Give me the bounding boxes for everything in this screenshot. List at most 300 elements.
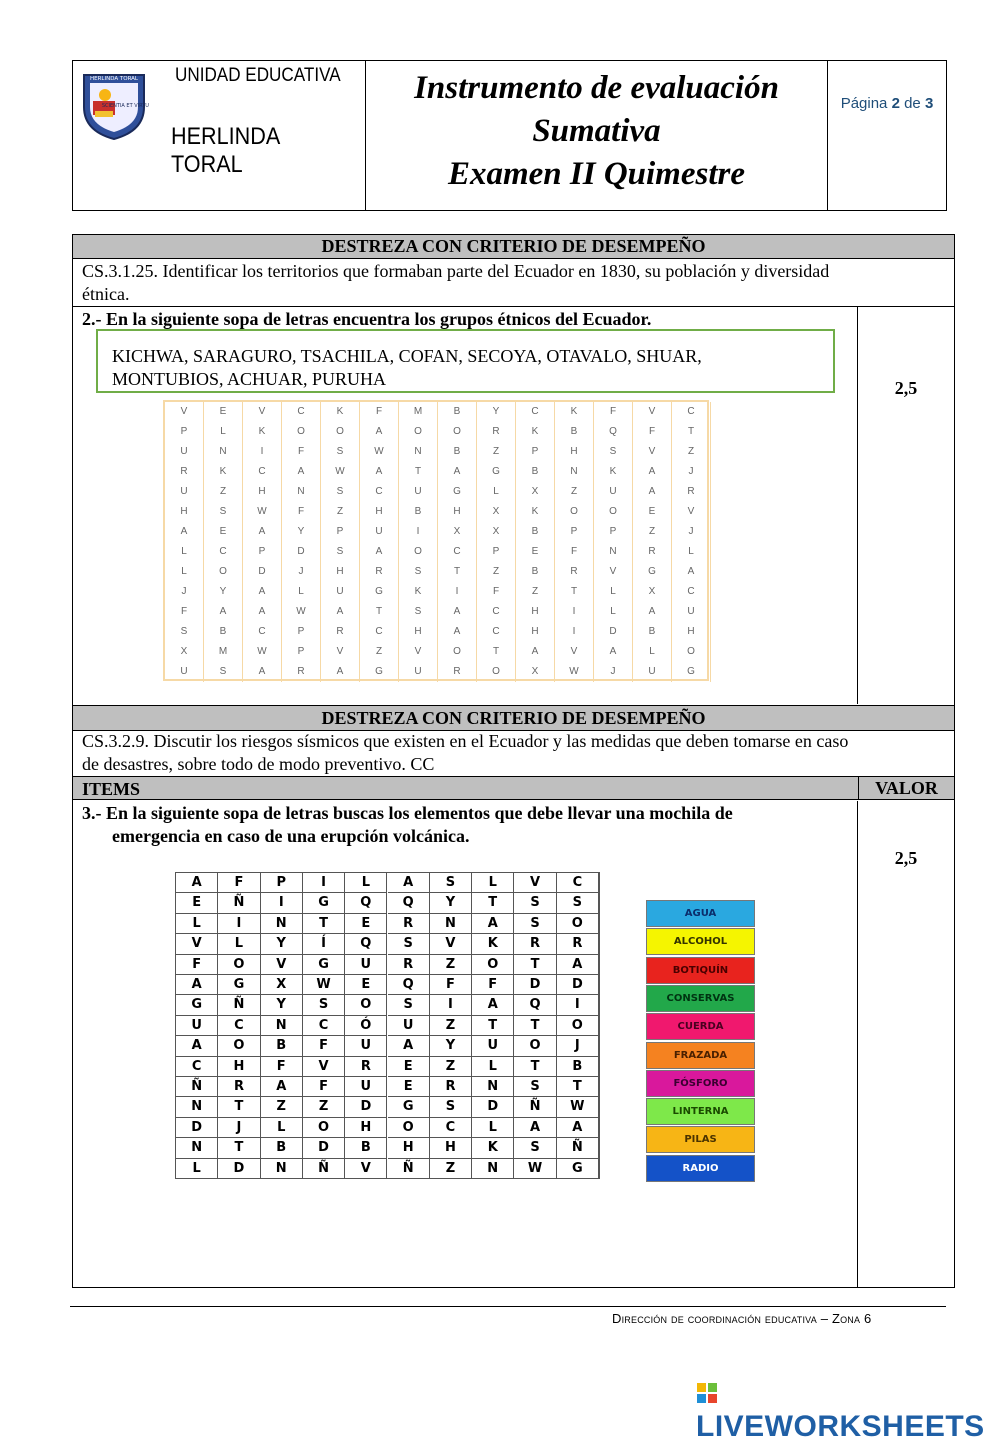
emergency-grid-cell[interactable]: Z	[430, 1057, 472, 1077]
emergency-grid-cell[interactable]: U	[388, 1016, 430, 1036]
emergency-grid-cell[interactable]: L	[472, 873, 514, 893]
emergency-grid-cell[interactable]: Z	[430, 1016, 472, 1036]
emergency-grid-cell[interactable]: A	[557, 1118, 599, 1138]
emergency-grid-cell[interactable]: A	[176, 1036, 218, 1056]
emergency-grid-cell[interactable]: G	[176, 995, 218, 1015]
ethnic-grid-cell[interactable]: L	[633, 642, 672, 662]
emergency-grid-cell[interactable]: V	[261, 955, 303, 975]
emergency-grid-cell[interactable]: K	[472, 934, 514, 954]
ethnic-grid-cell[interactable]: K	[516, 502, 555, 522]
ethnic-grid-cell[interactable]: A	[438, 462, 477, 482]
emergency-grid-cell[interactable]: Q	[388, 975, 430, 995]
ethnic-grid-cell[interactable]: T	[399, 462, 438, 482]
ethnic-grid-cell[interactable]: D	[282, 542, 321, 562]
ethnic-grid-cell[interactable]: C	[360, 482, 399, 502]
ethnic-grid-cell[interactable]: W	[321, 462, 360, 482]
ethnic-grid-cell[interactable]: T	[555, 582, 594, 602]
ethnic-grid-cell[interactable]: A	[594, 642, 633, 662]
emergency-grid-cell[interactable]: F	[303, 1077, 345, 1097]
ethnic-grid-cell[interactable]: Z	[555, 482, 594, 502]
emergency-grid-cell[interactable]: O	[557, 1016, 599, 1036]
ethnic-grid-cell[interactable]: V	[555, 642, 594, 662]
ethnic-grid-cell[interactable]: T	[360, 602, 399, 622]
emergency-grid-cell[interactable]: I	[430, 995, 472, 1015]
emergency-grid-cell[interactable]: O	[345, 995, 387, 1015]
emergency-grid-cell[interactable]: I	[303, 873, 345, 893]
ethnic-grid-cell[interactable]: U	[633, 662, 672, 682]
ethnic-grid-cell[interactable]: R	[165, 462, 204, 482]
emergency-grid-cell[interactable]: Z	[430, 1159, 472, 1179]
emergency-grid-cell[interactable]: U	[345, 1036, 387, 1056]
emergency-grid-cell[interactable]: Y	[430, 893, 472, 913]
ethnic-grid-cell[interactable]: U	[165, 482, 204, 502]
ethnic-grid-cell[interactable]: A	[672, 562, 711, 582]
emergency-grid-cell[interactable]: E	[388, 1057, 430, 1077]
ethnic-grid-cell[interactable]: X	[165, 642, 204, 662]
emergency-grid-cell[interactable]: F	[303, 1036, 345, 1056]
emergency-grid-cell[interactable]: S	[388, 995, 430, 1015]
emergency-grid-cell[interactable]: N	[176, 1097, 218, 1117]
ethnic-grid-cell[interactable]: F	[282, 502, 321, 522]
ethnic-grid-cell[interactable]: P	[165, 422, 204, 442]
ethnic-grid-cell[interactable]: S	[399, 562, 438, 582]
emergency-grid-cell[interactable]: T	[218, 1097, 260, 1117]
emergency-grid-cell[interactable]: T	[472, 1016, 514, 1036]
ethnic-grid-cell[interactable]: Z	[672, 442, 711, 462]
emergency-grid-cell[interactable]: E	[176, 893, 218, 913]
ethnic-grid-cell[interactable]: P	[477, 542, 516, 562]
emergency-grid-cell[interactable]: U	[345, 1077, 387, 1097]
emergency-grid-cell[interactable]: D	[176, 1118, 218, 1138]
ethnic-grid-cell[interactable]: L	[204, 422, 243, 442]
emergency-grid-cell[interactable]: T	[514, 1057, 556, 1077]
emergency-grid-cell[interactable]: T	[303, 914, 345, 934]
ethnic-grid-cell[interactable]: A	[438, 602, 477, 622]
emergency-grid-cell[interactable]: O	[218, 1036, 260, 1056]
ethnic-grid-cell[interactable]: J	[282, 562, 321, 582]
ethnic-grid-cell[interactable]: G	[633, 562, 672, 582]
emergency-grid-cell[interactable]: W	[557, 1097, 599, 1117]
emergency-grid-cell[interactable]: D	[218, 1159, 260, 1179]
ethnic-grid-cell[interactable]: A	[438, 622, 477, 642]
ethnic-grid-cell[interactable]: O	[477, 662, 516, 682]
ethnic-grid-cell[interactable]: F	[555, 542, 594, 562]
emergency-grid-cell[interactable]: G	[557, 1159, 599, 1179]
emergency-grid-cell[interactable]: Q	[345, 934, 387, 954]
emergency-grid-cell[interactable]: Y	[261, 995, 303, 1015]
ethnic-grid-cell[interactable]: H	[360, 502, 399, 522]
emergency-grid-cell[interactable]: A	[388, 873, 430, 893]
emergency-grid-cell[interactable]: Q	[388, 893, 430, 913]
ethnic-grid-cell[interactable]: C	[477, 602, 516, 622]
emergency-grid-cell[interactable]: L	[472, 1118, 514, 1138]
emergency-grid-cell[interactable]: L	[345, 873, 387, 893]
ethnic-grid-cell[interactable]: P	[282, 622, 321, 642]
ethnic-grid-cell[interactable]: F	[165, 602, 204, 622]
emergency-grid-cell[interactable]: F	[261, 1057, 303, 1077]
ethnic-grid-cell[interactable]: S	[399, 602, 438, 622]
ethnic-grid-cell[interactable]: B	[399, 502, 438, 522]
ethnic-grid-cell[interactable]: E	[516, 542, 555, 562]
ethnic-grid-cell[interactable]: S	[204, 662, 243, 682]
emergency-grid-cell[interactable]: Ó	[345, 1016, 387, 1036]
ethnic-grid-cell[interactable]: L	[282, 582, 321, 602]
emergency-grid-cell[interactable]: Q	[514, 995, 556, 1015]
emergency-grid-cell[interactable]: H	[430, 1138, 472, 1158]
emergency-grid-cell[interactable]: T	[557, 1077, 599, 1097]
emergency-grid-cell[interactable]: Y	[430, 1036, 472, 1056]
ethnic-grid-cell[interactable]: R	[555, 562, 594, 582]
emergency-grid-cell[interactable]: A	[472, 914, 514, 934]
emergency-grid-cell[interactable]: S	[388, 934, 430, 954]
emergency-grid-cell[interactable]: E	[345, 914, 387, 934]
ethnic-grid-cell[interactable]: A	[243, 522, 282, 542]
ethnic-grid-cell[interactable]: R	[438, 662, 477, 682]
ethnic-grid-cell[interactable]: I	[555, 622, 594, 642]
emergency-grid-cell[interactable]: D	[472, 1097, 514, 1117]
ethnic-grid-cell[interactable]: P	[555, 522, 594, 542]
ethnic-grid-cell[interactable]: K	[204, 462, 243, 482]
emergency-grid-cell[interactable]: N	[261, 914, 303, 934]
ethnic-grid-cell[interactable]: E	[633, 502, 672, 522]
ethnic-grid-cell[interactable]: K	[321, 402, 360, 422]
emergency-grid-cell[interactable]: S	[430, 873, 472, 893]
emergency-grid-cell[interactable]: P	[261, 873, 303, 893]
ethnic-grid-cell[interactable]: M	[204, 642, 243, 662]
ethnic-grid-cell[interactable]: I	[555, 602, 594, 622]
ethnic-grid-cell[interactable]: H	[672, 622, 711, 642]
emergency-grid-cell[interactable]: Ñ	[388, 1159, 430, 1179]
emergency-grid-cell[interactable]: N	[472, 1159, 514, 1179]
ethnic-grid-cell[interactable]: K	[555, 402, 594, 422]
ethnic-grid-cell[interactable]: C	[243, 622, 282, 642]
emergency-grid-cell[interactable]: V	[345, 1159, 387, 1179]
emergency-grid-cell[interactable]: A	[176, 873, 218, 893]
emergency-grid-cell[interactable]: U	[345, 955, 387, 975]
emergency-grid-cell[interactable]: T	[514, 1016, 556, 1036]
ethnic-grid-cell[interactable]: K	[399, 582, 438, 602]
ethnic-grid-cell[interactable]: A	[282, 462, 321, 482]
ethnic-grid-cell[interactable]: Y	[204, 582, 243, 602]
ethnic-grid-cell[interactable]: C	[204, 542, 243, 562]
ethnic-grid-cell[interactable]: N	[282, 482, 321, 502]
emergency-grid-cell[interactable]: N	[261, 1159, 303, 1179]
emergency-grid-cell[interactable]: G	[388, 1097, 430, 1117]
ethnic-grid-cell[interactable]: T	[438, 562, 477, 582]
ethnic-grid-cell[interactable]: O	[438, 642, 477, 662]
ethnic-grid-cell[interactable]: B	[516, 562, 555, 582]
emergency-grid-cell[interactable]: R	[388, 955, 430, 975]
ethnic-grid-cell[interactable]: F	[282, 442, 321, 462]
ethnic-grid-cell[interactable]: S	[204, 502, 243, 522]
emergency-grid-cell[interactable]: Ñ	[303, 1159, 345, 1179]
ethnic-grid-cell[interactable]: H	[516, 602, 555, 622]
ethnic-grid-cell[interactable]: A	[321, 662, 360, 682]
ethnic-grid-cell[interactable]: O	[594, 502, 633, 522]
ethnic-grid-cell[interactable]: C	[516, 402, 555, 422]
ethnic-grid-cell[interactable]: G	[672, 662, 711, 682]
ethnic-grid-cell[interactable]: Y	[282, 522, 321, 542]
ethnic-grid-cell[interactable]: F	[477, 582, 516, 602]
ethnic-grid-cell[interactable]: W	[282, 602, 321, 622]
ethnic-grid-cell[interactable]: E	[204, 522, 243, 542]
emergency-grid-cell[interactable]: B	[261, 1138, 303, 1158]
emergency-grid-cell[interactable]: S	[303, 995, 345, 1015]
emergency-grid-cell[interactable]: G	[218, 975, 260, 995]
ethnic-grid-cell[interactable]: C	[282, 402, 321, 422]
ethnic-grid-cell[interactable]: O	[321, 422, 360, 442]
emergency-grid-cell[interactable]: R	[345, 1057, 387, 1077]
ethnic-grid-cell[interactable]: F	[633, 422, 672, 442]
ethnic-grid-cell[interactable]: B	[555, 422, 594, 442]
ethnic-grid-cell[interactable]: Z	[477, 442, 516, 462]
emergency-grid-cell[interactable]: Z	[430, 955, 472, 975]
ethnic-grid-cell[interactable]: A	[633, 462, 672, 482]
emergency-grid-cell[interactable]: D	[303, 1138, 345, 1158]
ethnic-grid-cell[interactable]: O	[438, 422, 477, 442]
emergency-grid-cell[interactable]: N	[472, 1077, 514, 1097]
ethnic-grid-cell[interactable]: M	[399, 402, 438, 422]
ethnic-grid-cell[interactable]: X	[516, 482, 555, 502]
ethnic-grid-cell[interactable]: P	[321, 522, 360, 542]
ethnic-grid-cell[interactable]: R	[321, 622, 360, 642]
emergency-grid-cell[interactable]: K	[472, 1138, 514, 1158]
ethnic-grid-cell[interactable]: W	[555, 662, 594, 682]
ethnic-grid-cell[interactable]: K	[243, 422, 282, 442]
ethnic-grid-cell[interactable]: L	[165, 562, 204, 582]
ethnic-grid-cell[interactable]: V	[321, 642, 360, 662]
emergency-grid-cell[interactable]: L	[218, 934, 260, 954]
emergency-grid-cell[interactable]: Q	[345, 893, 387, 913]
emergency-grid-cell[interactable]: C	[557, 873, 599, 893]
emergency-grid-cell[interactable]: L	[261, 1118, 303, 1138]
emergency-grid-cell[interactable]: B	[261, 1036, 303, 1056]
emergency-grid-cell[interactable]: I	[261, 893, 303, 913]
emergency-grid-cell[interactable]: Z	[303, 1097, 345, 1117]
emergency-grid-cell[interactable]: V	[176, 934, 218, 954]
emergency-grid-cell[interactable]: J	[557, 1036, 599, 1056]
emergency-grid-cell[interactable]: A	[472, 995, 514, 1015]
emergency-grid-cell[interactable]: A	[261, 1077, 303, 1097]
emergency-grid-cell[interactable]: O	[303, 1118, 345, 1138]
emergency-grid-cell[interactable]: L	[176, 1159, 218, 1179]
ethnic-grid-cell[interactable]: F	[594, 402, 633, 422]
ethnic-grid-cell[interactable]: T	[477, 642, 516, 662]
emergency-grid-cell[interactable]: O	[218, 955, 260, 975]
ethnic-grid-cell[interactable]: S	[321, 542, 360, 562]
emergency-grid-cell[interactable]: U	[176, 1016, 218, 1036]
ethnic-grid-cell[interactable]: C	[672, 402, 711, 422]
emergency-grid-cell[interactable]: O	[388, 1118, 430, 1138]
ethnic-grid-cell[interactable]: H	[399, 622, 438, 642]
ethnic-grid-cell[interactable]: C	[438, 542, 477, 562]
ethnic-grid-cell[interactable]: K	[594, 462, 633, 482]
ethnic-grid-cell[interactable]: Q	[594, 422, 633, 442]
emergency-grid-cell[interactable]: A	[514, 1118, 556, 1138]
ethnic-grid-cell[interactable]: S	[594, 442, 633, 462]
ethnic-grid-cell[interactable]: C	[360, 622, 399, 642]
ethnic-grid-cell[interactable]: V	[594, 562, 633, 582]
ethnic-grid-cell[interactable]: H	[243, 482, 282, 502]
ethnic-grid-cell[interactable]: B	[204, 622, 243, 642]
ethnic-grid-cell[interactable]: G	[438, 482, 477, 502]
ethnic-grid-cell[interactable]: S	[321, 482, 360, 502]
emergency-grid-cell[interactable]: H	[345, 1118, 387, 1138]
ethnic-grid-cell[interactable]: N	[555, 462, 594, 482]
ethnic-grid-cell[interactable]: H	[516, 622, 555, 642]
emergency-grid-cell[interactable]: Ñ	[176, 1077, 218, 1097]
emergency-grid-cell[interactable]: T	[218, 1138, 260, 1158]
ethnic-grid-cell[interactable]: H	[438, 502, 477, 522]
ethnic-grid-cell[interactable]: Z	[321, 502, 360, 522]
ethnic-grid-cell[interactable]: R	[360, 562, 399, 582]
emergency-grid-cell[interactable]: J	[218, 1118, 260, 1138]
emergency-grid-cell[interactable]: W	[303, 975, 345, 995]
ethnic-grid-cell[interactable]: U	[594, 482, 633, 502]
emergency-grid-cell[interactable]: S	[430, 1097, 472, 1117]
emergency-grid-cell[interactable]: E	[388, 1077, 430, 1097]
ethnic-grid-cell[interactable]: A	[360, 422, 399, 442]
ethnic-grid-cell[interactable]: A	[321, 602, 360, 622]
emergency-grid-cell[interactable]: S	[514, 1077, 556, 1097]
ethnic-grid-cell[interactable]: A	[360, 542, 399, 562]
ethnic-grid-cell[interactable]: V	[165, 402, 204, 422]
ethnic-grid-cell[interactable]: O	[672, 642, 711, 662]
ethnic-grid-cell[interactable]: I	[399, 522, 438, 542]
ethnic-grid-cell[interactable]: C	[477, 622, 516, 642]
ethnic-grid-cell[interactable]: N	[204, 442, 243, 462]
ethnic-grid-cell[interactable]: U	[399, 482, 438, 502]
ethnic-grid-cell[interactable]: G	[477, 462, 516, 482]
ethnic-grid-cell[interactable]: G	[360, 662, 399, 682]
ethnic-grid-cell[interactable]: A	[360, 462, 399, 482]
emergency-grid-cell[interactable]: N	[176, 1138, 218, 1158]
ethnic-grid-cell[interactable]: W	[360, 442, 399, 462]
emergency-grid-cell[interactable]: A	[388, 1036, 430, 1056]
ethnic-grid-cell[interactable]: B	[516, 522, 555, 542]
ethnic-grid-cell[interactable]: W	[243, 502, 282, 522]
ethnic-grid-cell[interactable]: V	[633, 402, 672, 422]
emergency-grid-cell[interactable]: C	[430, 1118, 472, 1138]
ethnic-grid-cell[interactable]: J	[594, 662, 633, 682]
ethnic-grid-cell[interactable]: X	[633, 582, 672, 602]
ethnic-grid-cell[interactable]: N	[399, 442, 438, 462]
ethnic-grid-cell[interactable]: X	[477, 502, 516, 522]
ethnic-grid-cell[interactable]: O	[399, 422, 438, 442]
emergency-grid-cell[interactable]: O	[472, 955, 514, 975]
emergency-grid-cell[interactable]: D	[557, 975, 599, 995]
emergency-grid-cell[interactable]: D	[345, 1097, 387, 1117]
emergency-grid-cell[interactable]: G	[303, 893, 345, 913]
ethnic-grid-cell[interactable]: W	[243, 642, 282, 662]
emergency-grid-cell[interactable]: R	[557, 934, 599, 954]
ethnic-grid-cell[interactable]: A	[204, 602, 243, 622]
ethnic-grid-cell[interactable]: F	[360, 402, 399, 422]
ethnic-grid-cell[interactable]: E	[204, 402, 243, 422]
ethnic-grid-cell[interactable]: V	[672, 502, 711, 522]
emergency-grid-cell[interactable]: A	[557, 955, 599, 975]
ethnic-grid-cell[interactable]: O	[555, 502, 594, 522]
ethnic-grid-cell[interactable]: L	[594, 602, 633, 622]
emergency-grid-cell[interactable]: S	[514, 1138, 556, 1158]
ethnic-grid-cell[interactable]: K	[516, 422, 555, 442]
ethnic-grid-cell[interactable]: Y	[477, 402, 516, 422]
emergency-grid-cell[interactable]: O	[514, 1036, 556, 1056]
ethnic-grid-cell[interactable]: X	[516, 662, 555, 682]
ethnic-grid-cell[interactable]: A	[633, 482, 672, 502]
ethnic-grid-cell[interactable]: Z	[477, 562, 516, 582]
ethnic-grid-cell[interactable]: H	[321, 562, 360, 582]
ethnic-grid-cell[interactable]: S	[165, 622, 204, 642]
ethnic-grid-cell[interactable]: B	[633, 622, 672, 642]
emergency-grid-cell[interactable]: T	[514, 955, 556, 975]
emergency-grid-cell[interactable]: Ñ	[218, 893, 260, 913]
emergency-grid-cell[interactable]: F	[472, 975, 514, 995]
emergency-grid-cell[interactable]: O	[557, 914, 599, 934]
ethnic-grid-cell[interactable]: P	[243, 542, 282, 562]
ethnic-grid-cell[interactable]: L	[477, 482, 516, 502]
ethnic-grid-cell[interactable]: B	[438, 402, 477, 422]
emergency-grid-cell[interactable]: C	[176, 1057, 218, 1077]
emergency-grid-cell[interactable]: H	[218, 1057, 260, 1077]
emergency-grid-cell[interactable]: Ñ	[514, 1097, 556, 1117]
ethnic-grid-cell[interactable]: O	[282, 422, 321, 442]
ethnic-grid-cell[interactable]: V	[399, 642, 438, 662]
emergency-grid-cell[interactable]: Ñ	[218, 995, 260, 1015]
ethnic-grid-cell[interactable]: P	[516, 442, 555, 462]
emergency-grid-cell[interactable]: Ñ	[557, 1138, 599, 1158]
ethnic-grid-cell[interactable]: A	[165, 522, 204, 542]
ethnic-grid-cell[interactable]: H	[555, 442, 594, 462]
emergency-grid-cell[interactable]: V	[514, 873, 556, 893]
ethnic-grid-cell[interactable]: U	[165, 442, 204, 462]
ethnic-grid-cell[interactable]: Z	[204, 482, 243, 502]
emergency-grid-cell[interactable]: S	[557, 893, 599, 913]
ethnic-grid-cell[interactable]: A	[243, 582, 282, 602]
ethnic-grid-cell[interactable]: U	[165, 662, 204, 682]
ethnic-grid-cell[interactable]: A	[516, 642, 555, 662]
ethnic-grid-cell[interactable]: C	[243, 462, 282, 482]
ethnic-grid-cell[interactable]: O	[204, 562, 243, 582]
emergency-grid-cell[interactable]: C	[303, 1016, 345, 1036]
ethnic-grid-cell[interactable]: U	[321, 582, 360, 602]
emergency-grid-cell[interactable]: Í	[303, 934, 345, 954]
emergency-grid-cell[interactable]: T	[472, 893, 514, 913]
ethnic-grid-cell[interactable]: T	[672, 422, 711, 442]
emergency-grid-cell[interactable]: R	[430, 1077, 472, 1097]
ethnic-grid-cell[interactable]: R	[282, 662, 321, 682]
emergency-grid-cell[interactable]: F	[430, 975, 472, 995]
emergency-grid-cell[interactable]: W	[514, 1159, 556, 1179]
ethnic-grid-cell[interactable]: X	[438, 522, 477, 542]
emergency-grid-cell[interactable]: Y	[261, 934, 303, 954]
ethnic-grid-cell[interactable]: P	[594, 522, 633, 542]
ethnic-grid-cell[interactable]: J	[165, 582, 204, 602]
emergency-grid-cell[interactable]: L	[472, 1057, 514, 1077]
ethnic-grid-cell[interactable]: I	[438, 582, 477, 602]
ethnic-grid-cell[interactable]: S	[321, 442, 360, 462]
emergency-grid-cell[interactable]: S	[514, 893, 556, 913]
ethnic-grid-cell[interactable]: R	[477, 422, 516, 442]
emergency-grid-cell[interactable]: B	[557, 1057, 599, 1077]
ethnic-grid-cell[interactable]: R	[672, 482, 711, 502]
emergency-grid-cell[interactable]: G	[303, 955, 345, 975]
emergency-grid-cell[interactable]: D	[514, 975, 556, 995]
emergency-grid-cell[interactable]: I	[218, 914, 260, 934]
ethnic-grid-cell[interactable]: L	[165, 542, 204, 562]
emergency-grid-cell[interactable]: A	[176, 975, 218, 995]
ethnic-grid-cell[interactable]: Z	[360, 642, 399, 662]
